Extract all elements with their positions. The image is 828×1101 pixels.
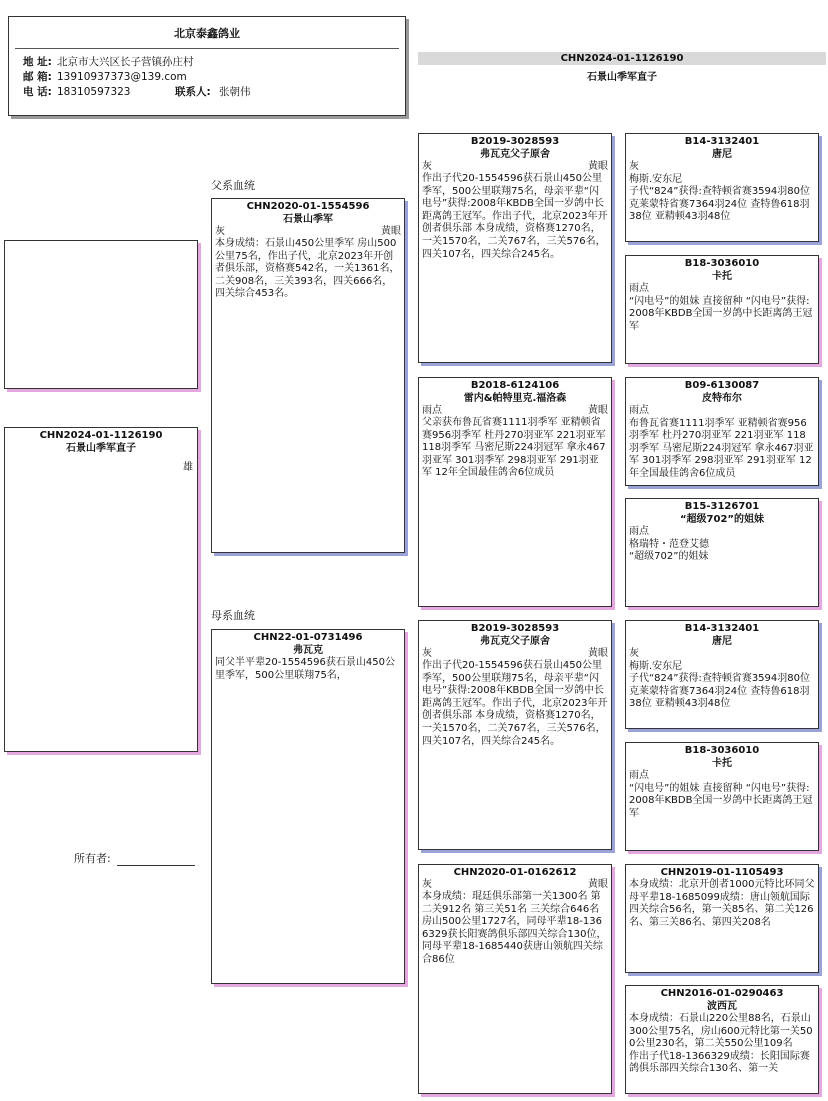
sdd-name: “超级702”的姐妹 (679, 514, 765, 525)
dds-ring: CHN2019-01-1105493 (660, 867, 784, 878)
address-value: 北京市大兴区长子营镇孙庄村 (57, 56, 194, 68)
sds-ring: B09-6130087 (684, 380, 760, 391)
top-ring-bar: CHN2024-01-1126190 (418, 52, 826, 65)
dam-card (211, 629, 405, 984)
maternal-label: 母系血统 (211, 609, 255, 622)
ggp-dds-card (625, 864, 819, 973)
ddd-description: 本身成绩：石景山220公里88名，石景山300公里75名，房山600元特比第一关500公里230名，第二关550公里109名 作出子代18-1366329成绩：长阳国际赛鸽俱乐部四关综合130名、第一关 (629, 1013, 813, 1075)
subject-name: 石景山季军直子 (66, 443, 136, 454)
ss-ring: B2019-3028593 (470, 136, 560, 147)
ss-color: 灰 (422, 161, 432, 172)
sss-color: 灰 (629, 161, 639, 172)
phone-label: 电 话: (23, 86, 52, 98)
owner-input-line[interactable] (117, 855, 195, 866)
sss-name: 唐尼 (712, 149, 732, 160)
sdd-description: 格瑞特・范登艾德 “超级702”的姐妹 (629, 538, 709, 563)
address-label: 地 址: (23, 56, 52, 68)
dam-ring: CHN22-01-0731496 (253, 632, 363, 643)
dd-description: 本身成绩：琨廷俱乐部第一关1300名 第二关912名 第三关51名 三关综合646名 房山500公里1727名，同母平辈18-1366329获长阳赛鸽俱乐部四关综合130位，同母平辈18-1685440获唐山领航四关综合86位 (422, 891, 607, 965)
sd-ring: B2018-6124106 (470, 380, 560, 391)
dss-name: 唐尼 (712, 636, 732, 647)
photo-frame (4, 240, 198, 389)
dd-color: 灰 (422, 879, 432, 890)
ss-description: 作出子代20-1554596获石景山450公里季军，500公里联翔75名，母亲平辈“闪电号”获得:2008年KBDB全国一岁鸽中长距离鸽王冠军。作出子代，北京2023年开创者俱乐部 本身成绩，资格赛1270名，一关1570名，二关767名，三关576名，四关107名，四关综合245名。 (422, 173, 608, 260)
dsd-color: 雨点 (629, 770, 649, 781)
ds-ring: B2019-3028593 (470, 623, 560, 634)
ggp-ddd-card (625, 985, 819, 1094)
dd-ring: CHN2020-01-0162612 (453, 867, 577, 878)
sire-eye: 黄眼 (381, 226, 401, 237)
sire-name: 石景山季军 (283, 214, 333, 225)
ddd-ring: CHN2016-01-0290463 (660, 988, 784, 999)
dsd-name: 卡托 (712, 758, 732, 769)
paternal-label: 父系血统 (211, 179, 255, 192)
owner-label: 所有者: (74, 852, 111, 865)
ggp-dss-card (625, 620, 819, 729)
dss-color: 灰 (629, 648, 639, 659)
ds-eye: 黄眼 (588, 648, 608, 659)
subject-ring: CHN2024-01-1126190 (39, 430, 163, 441)
contact-label: 联系人: (175, 86, 211, 98)
dss-description: 梅斯.安东尼 子代“824”获得:查特顿省赛3594羽80位 克莱蒙特省赛7364羽24位 查特鲁618羽38位 亚精顿43羽48位 (629, 660, 810, 710)
sd-eye: 黄眼 (588, 405, 608, 416)
contact-value: 张朝伟 (219, 86, 251, 98)
ddd-name: 波西瓦 (707, 1001, 737, 1012)
ssd-color: 雨点 (629, 283, 649, 294)
top-pigeon-name: 石景山季军直子 (587, 72, 657, 83)
dam-description: 同父半平辈20-1554596获石景山450公里季军，500公里联翔75名， (215, 657, 395, 681)
sd-description: 父亲获布鲁瓦省赛1111羽季军 亚精顿省赛956羽季军 杜丹270羽亚军 221羽亚军 118羽季军 马密尼斯224羽冠军 拿永467羽亚军 301羽季军 298羽亚军 291羽亚军 12年全国最佳鸽舍6位成员 (422, 417, 606, 479)
breeder-contact (9, 49, 405, 100)
ssd-ring: B18-3036010 (684, 258, 760, 269)
sss-description: 梅斯.安东尼 子代“824”获得:查特顿省赛3594羽80位 克莱蒙特省赛7364羽24位 查特鲁618羽38位 亚精顿43羽48位 (629, 173, 810, 223)
dd-eye: 黄眼 (588, 879, 608, 890)
grandsire-maternal-card (418, 620, 612, 850)
ggp-sss-card (625, 133, 819, 242)
breeder-name: 北京泰鑫鸽业 (174, 27, 240, 40)
ds-color: 灰 (422, 648, 432, 659)
ggp-dsd-card (625, 742, 819, 851)
ggp-sdd-card (625, 498, 819, 607)
dsd-description: “闪电号”的姐妹 直接留种 “闪电号”获得:2008年KBDB全国一岁鸽中长距离鸽王冠军 (629, 782, 813, 819)
ss-name: 弗瓦克父子原舍 (480, 149, 550, 160)
ggp-ssd-card (625, 255, 819, 364)
dsd-ring: B18-3036010 (684, 745, 760, 756)
subject-card (4, 427, 198, 752)
breeder-header (8, 16, 406, 116)
sd-name: 雷内&帕特里克.福洛森 (463, 393, 567, 404)
sd-color: 雨点 (422, 405, 442, 416)
dam-name: 弗瓦克 (293, 645, 323, 656)
sds-color: 雨点 (629, 405, 649, 416)
ds-name: 弗瓦克父子原舍 (480, 636, 550, 647)
sire-color: 灰 (215, 226, 225, 237)
owner-field (74, 850, 195, 866)
ssd-description: “闪电号”的姐妹 直接留种 “闪电号”获得:2008年KBDB全国一岁鸽中长距离鸽王冠军 (629, 295, 813, 332)
ggp-sds-card (625, 377, 819, 486)
ss-eye: 黄眼 (588, 161, 608, 172)
email-value[interactable]: 13910937373@139.com (57, 71, 187, 83)
phone-value[interactable]: 18310597323 (57, 86, 131, 98)
ssd-name: 卡托 (712, 271, 732, 282)
sdd-ring: B15-3126701 (684, 501, 760, 512)
subject-sex: 雄 (183, 462, 193, 473)
grandsire-paternal-card (418, 133, 612, 363)
email-label: 邮 箱: (23, 71, 52, 83)
dss-ring: B14-3132401 (684, 623, 760, 634)
sire-ring: CHN2020-01-1554596 (246, 201, 370, 212)
sdd-color: 雨点 (629, 526, 649, 537)
dds-description: 本身成绩：北京开创者1000元特比环同父母平辈18-1685099成绩：唐山领航国际四关综合56名，第一关85名、第二关126名、第三关86名、第四关208名 (629, 879, 815, 928)
sire-card (211, 198, 405, 553)
granddam-maternal-card (418, 864, 612, 1094)
granddam-paternal-card (418, 377, 612, 607)
sire-description: 本身成绩：石景山450公里季军 房山500公里75名，作出子代，北京2023年开创者俱乐部，资格赛542名，一关1361名，二关908名，三关393名，四关666名，四关综合453名。 (215, 238, 400, 300)
sss-ring: B14-3132401 (684, 136, 760, 147)
sds-name: 皮特布尔 (702, 393, 742, 404)
ds-description: 作出子代20-1554596获石景山450公里季军，500公里联翔75名，母亲平辈“闪电号”获得:2008年KBDB全国一岁鸽中长距离鸽王冠军。作出子代，北京2023年开创者俱乐部 本身成绩，资格赛1270名，一关1570名，二关767名，三关576名，四关107名，四关综合245名。 (422, 660, 608, 747)
sds-description: 布鲁瓦省赛1111羽季军 亚精顿省赛956羽季军 杜丹270羽亚军 221羽亚军 118羽季军 马密尼斯224羽冠军 拿永467羽亚军 301羽季军 298羽亚军 291羽亚军 12年全国最佳鸽舍6位成员 (629, 417, 814, 479)
